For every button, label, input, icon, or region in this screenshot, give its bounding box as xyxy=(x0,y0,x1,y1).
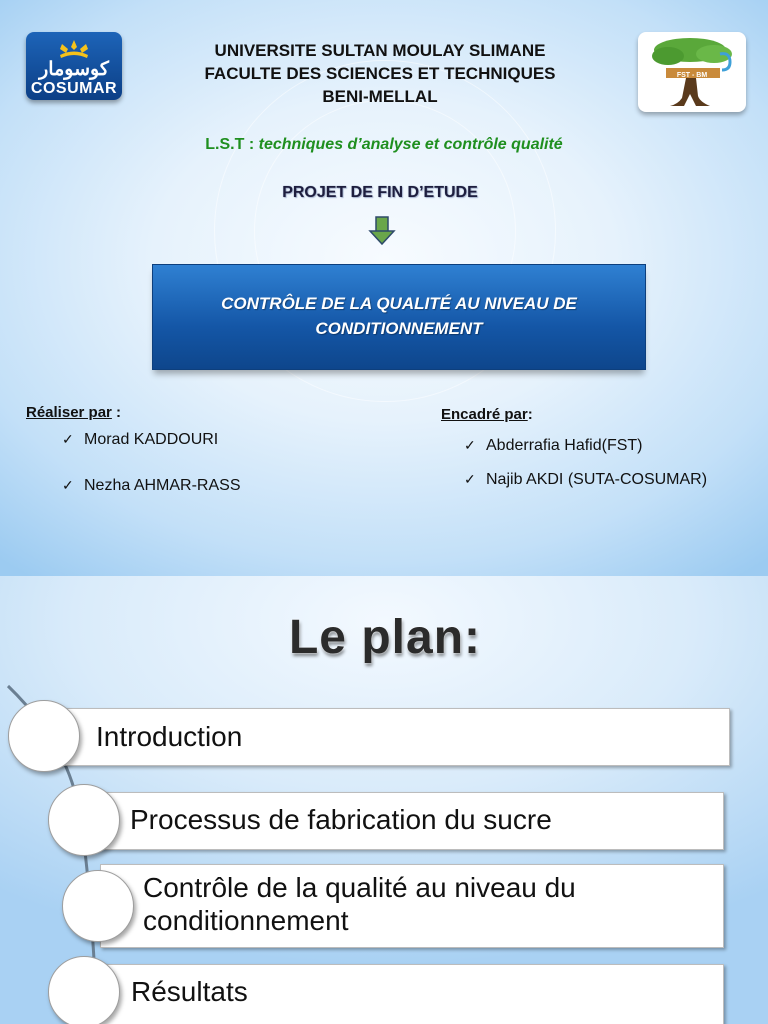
plan-bullet-circle xyxy=(62,870,134,942)
plan-item-processus: Processus de fabrication du sucre xyxy=(130,804,552,835)
fst-logo-text: FST - BM xyxy=(676,72,708,79)
project-title-box xyxy=(152,264,646,370)
plan-slide xyxy=(0,576,768,1024)
logo-arabic-text: كوسومار xyxy=(39,59,109,80)
project-title-line-1: CONTRÔLE DE LA QUALITÉ AU NIVEAU DE xyxy=(221,294,577,313)
plan-item-resultats: Résultats xyxy=(131,976,248,1007)
faculty-name: FACULTE DES SCIENCES ET TECHNIQUES xyxy=(204,64,556,83)
city-name: BENI-MELLAL xyxy=(322,87,438,106)
checkmark-icon: ✓ xyxy=(464,471,476,487)
cosumar-logo xyxy=(26,32,122,100)
project-title xyxy=(153,291,645,341)
supervisor-item: ✓ Abderrafia Hafid(FST) xyxy=(464,437,643,454)
author-item: ✓ Morad KADDOURI xyxy=(62,431,219,448)
plan-bullet-circle xyxy=(8,700,80,772)
authors-label: Réaliser par : xyxy=(26,404,122,421)
fst-logo xyxy=(638,32,746,112)
plan-item-introduction: Introduction xyxy=(96,721,243,752)
university-name: UNIVERSITE SULTAN MOULAY SLIMANE xyxy=(214,41,546,60)
program-line xyxy=(100,136,668,154)
project-title-line-2: CONDITIONNEMENT xyxy=(315,319,483,338)
plan-item-controle: Contrôle de la qualité au niveau du conditionnement xyxy=(143,872,576,936)
arrow-down-icon xyxy=(368,216,396,246)
checkmark-icon: ✓ xyxy=(62,431,74,447)
supervisor-item: ✓ Najib AKDI (SUTA-COSUMAR) xyxy=(464,471,708,488)
author-item: ✓ Nezha AHMAR-RASS xyxy=(62,477,241,494)
plan-bullet-circle xyxy=(48,784,120,856)
project-label: PROJET DE FIN D’ETUDE xyxy=(282,184,478,201)
checkmark-icon: ✓ xyxy=(464,437,476,453)
checkmark-icon: ✓ xyxy=(62,477,74,493)
plan-title: Le plan: xyxy=(288,611,481,664)
program-prefix: L.S.T : xyxy=(205,136,255,153)
logo-brand-text: COSUMAR xyxy=(30,80,118,97)
plan-bullet-circle xyxy=(48,956,120,1024)
supervisors-label: Encadré par: xyxy=(441,406,533,423)
program-title: techniques d’analyse et contrôle qualité xyxy=(258,136,563,153)
